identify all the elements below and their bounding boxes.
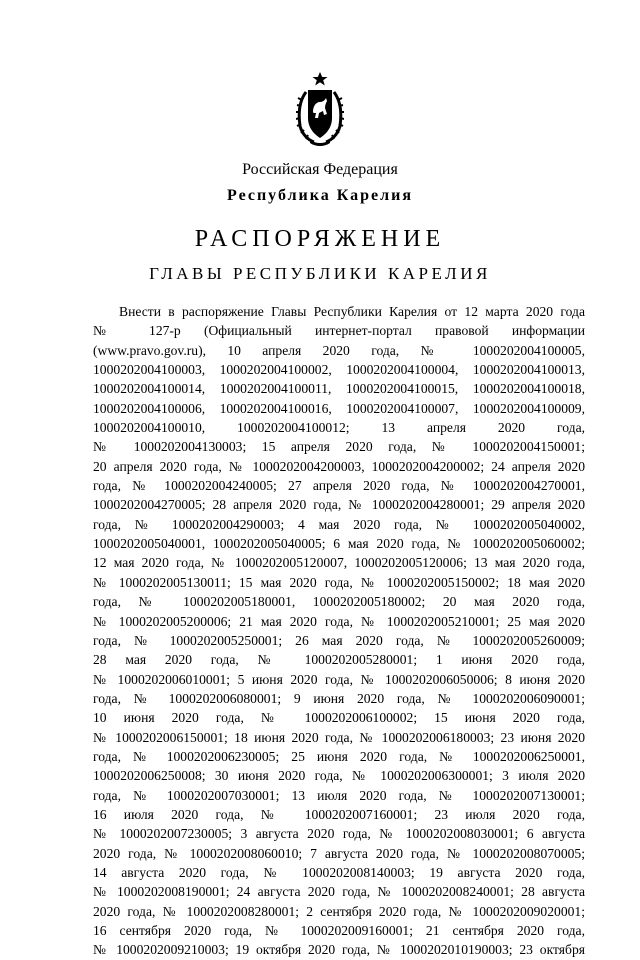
body-line: № 1000202008190001; 24 августа 2020 года, № 1000202008240001; 28 августа — [93, 884, 585, 900]
body-line: 2020 года, № 1000202008280001; 2 сентября 2020 года, № 1000202009020001; — [93, 903, 585, 919]
document-body — [93, 302, 585, 960]
body-line: Внести в распоряжение Главы Республики Карелия от 12 марта 2020 года — [119, 304, 585, 319]
body-line: 10 июня 2020 года, № 1000202006100002; 15 июня 2020 года, — [93, 710, 585, 726]
body-line: (www.pravo.gov.ru), 10 апреля 2020 года, № 1000202004100005, — [93, 342, 585, 358]
body-line: 1000202004100010, 1000202004100012; 13 апреля 2020 года, — [93, 420, 585, 436]
coat-of-arms-emblem — [296, 72, 344, 148]
body-line: № 1000202007230005; 3 августа 2020 года, № 1000202008030001; 6 августа — [93, 826, 585, 842]
body-line: 16 сентября 2020 года, № 1000202009160001; 21 сентября 2020 года, — [93, 923, 585, 938]
document-type-title: РАСПОРЯЖЕНИЕ — [194, 226, 446, 252]
body-line: года, № 1000202004240005; 27 апреля 2020 года, № 1000202004270001, — [93, 478, 585, 494]
body-line: года, № 1000202006080001; 9 июня 2020 года, № 1000202006090001; — [93, 690, 585, 706]
republic-heading: Республика Карелия — [227, 187, 413, 204]
body-line: 16 июля 2020 года, № 1000202007160001; 23 июля 2020 года, — [93, 806, 585, 822]
body-line: 1000202005040001, 1000202005040005; 6 мая 2020 года, № 1000202005060002; — [93, 536, 585, 552]
body-line: № 1000202005130011; 15 мая 2020 года, № 1000202005150002; 18 мая 2020 — [93, 574, 585, 590]
country-heading: Российская Федерация — [242, 161, 398, 178]
body-line: 1000202004100003, 1000202004100002, 1000202004100004, 1000202004100013, — [93, 362, 585, 378]
issuer-subtitle: ГЛАВЫ РЕСПУБЛИКИ КАРЕЛИЯ — [149, 264, 491, 283]
body-line: 1000202004270005; 28 апреля 2020 года, № 1000202004280001; 29 апреля 2020 — [93, 497, 585, 513]
body-line: № 1000202004130003; 15 апреля 2020 года, № 1000202004150001; — [93, 439, 585, 455]
body-line: 14 августа 2020 года, № 1000202008140003; 19 августа 2020 года, — [93, 864, 585, 880]
body-line: № 127-р (Официальный интернет-портал правовой информации — [93, 323, 585, 339]
body-line: № 1000202006150001; 18 июня 2020 года, № 1000202006180003; 23 июня 2020 — [93, 729, 585, 745]
body-line: № 1000202009210003; 19 октября 2020 года, № 1000202010190003; 23 октября — [93, 942, 585, 958]
body-line: 2020 года, № 1000202008060010; 7 августа 2020 года, № 1000202008070005; — [93, 845, 585, 861]
body-line: 1000202004100014, 1000202004100011, 1000202004100015, 1000202004100018, — [93, 381, 585, 397]
body-line: года, № 1000202005180001, 1000202005180002; 20 мая 2020 года, — [93, 594, 585, 610]
body-line: 1000202006250008; 30 июня 2020 года, № 1000202006300001; 3 июля 2020 — [93, 768, 585, 784]
body-line: 28 мая 2020 года, № 1000202005280001; 1 июня 2020 года, — [93, 652, 585, 668]
body-line: № 1000202006010001; 5 июня 2020 года, № 1000202006050006; 8 июня 2020 — [93, 671, 585, 687]
body-line: 1000202004100006, 1000202004100016, 1000202004100007, 1000202004100009, — [93, 400, 585, 416]
body-line: № 1000202005200006; 21 мая 2020 года, № 1000202005210001; 25 мая 2020 — [93, 613, 585, 629]
body-line: года, № 1000202006230005; 25 июня 2020 года, № 1000202006250001, — [93, 748, 585, 764]
body-line: года, № 1000202005250001; 26 мая 2020 года, № 1000202005260009; — [93, 632, 585, 648]
body-line: 20 апреля 2020 года, № 1000202004200003, 1000202004200002; 24 апреля 2020 — [93, 458, 585, 474]
body-line: года, № 1000202007030001; 13 июля 2020 года, № 1000202007130001; — [93, 787, 585, 803]
body-line: 12 мая 2020 года, № 1000202005120007, 1000202005120006; 13 мая 2020 года, — [93, 555, 585, 571]
body-line: года, № 1000202004290003; 4 мая 2020 года, № 1000202005040002, — [93, 516, 585, 532]
